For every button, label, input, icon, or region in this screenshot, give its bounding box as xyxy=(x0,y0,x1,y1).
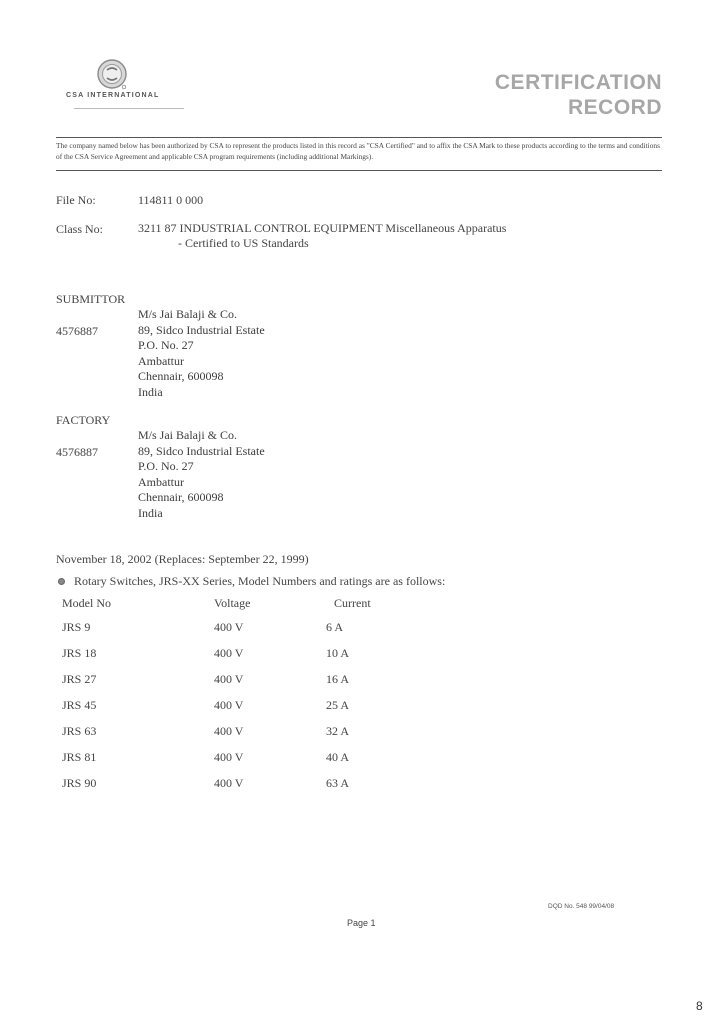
model-cell: JRS 81 xyxy=(62,750,97,764)
voltage-cell: 400 V xyxy=(214,672,244,686)
address-line: Chennair, 600098 xyxy=(138,490,224,504)
voltage-cell: 400 V xyxy=(214,724,244,738)
current-cell: 63 A xyxy=(326,776,350,790)
model-cell: JRS 63 xyxy=(62,724,97,738)
csa-logo xyxy=(66,58,176,114)
factory-id: 4576887 xyxy=(56,445,98,459)
model-cell: JRS 27 xyxy=(62,672,97,686)
org-name: CSA INTERNATIONAL xyxy=(66,92,160,99)
voltage-cell: 400 V xyxy=(214,698,244,712)
address-line: 89, Sidco Industrial Estate xyxy=(138,322,265,337)
table-row xyxy=(62,776,414,802)
voltage-cell: 400 V xyxy=(214,620,244,634)
voltage-cell: 400 V xyxy=(214,750,244,764)
factory-address xyxy=(138,428,265,521)
address-line: P.O. No. 27 xyxy=(138,338,194,352)
address-line: M/s Jai Balaji & Co. xyxy=(138,307,237,321)
address-line: Ambattur xyxy=(138,353,184,368)
column-header-current: Current xyxy=(334,596,371,610)
address-line: Ambattur xyxy=(138,474,184,489)
table-row xyxy=(62,672,414,698)
sheet-number: 8 xyxy=(696,999,703,1013)
factory-heading: FACTORY xyxy=(56,413,111,427)
address-line: Chennair, 600098 xyxy=(138,369,224,383)
table-row xyxy=(62,750,414,776)
class-no-label: Class No: xyxy=(56,222,104,236)
table-header-row xyxy=(62,596,414,620)
revision-date: November 18, 2002 (Replaces: September 22, 1999) xyxy=(56,552,309,566)
address-line: 89, Sidco Industrial Estate xyxy=(138,443,265,458)
table-row xyxy=(62,724,414,750)
ratings-table xyxy=(62,596,414,802)
csa-seal-icon xyxy=(94,58,130,92)
column-header-voltage: Voltage xyxy=(214,596,251,610)
page-number: Page 1 xyxy=(347,918,376,928)
class-no-subtitle: - Certified to US Standards xyxy=(178,236,309,250)
submitter-id: 4576887 xyxy=(56,324,98,338)
voltage-cell: 400 V xyxy=(214,776,244,790)
model-cell: JRS 45 xyxy=(62,698,97,712)
current-cell: 25 A xyxy=(326,698,350,712)
document-title xyxy=(495,70,662,120)
table-row xyxy=(62,646,414,672)
form-number: DQD No. 548 99/04/08 xyxy=(548,903,615,910)
bottom-divider xyxy=(56,170,662,171)
title-line-1: CERTIFICATION xyxy=(494,71,662,94)
table-row xyxy=(62,698,414,724)
table-row xyxy=(62,620,414,646)
address-line: M/s Jai Balaji & Co. xyxy=(138,428,237,442)
current-cell: 6 A xyxy=(326,620,344,634)
model-cell: JRS 90 xyxy=(62,776,97,790)
current-cell: 32 A xyxy=(326,724,350,738)
authorization-preamble: The company named below has been authorized by CSA to represent the products listed in this record as "CSA Certified" and to affix the CSA Mark to these products according to the terms and conditions of the CSA Service Agreement and applicable CSA program requirements (including additional Markings). xyxy=(56,141,660,161)
file-no-label: File No: xyxy=(56,193,96,207)
logo-underline xyxy=(74,108,184,109)
bullet-icon xyxy=(58,578,65,585)
address-line: P.O. No. 27 xyxy=(138,459,194,473)
address-line: India xyxy=(138,505,163,520)
top-divider xyxy=(56,137,662,138)
current-cell: 40 A xyxy=(326,750,350,764)
submitter-heading: SUBMITTOR xyxy=(56,292,126,306)
current-cell: 10 A xyxy=(326,646,350,660)
file-no-value: 114811 0 000 xyxy=(138,193,204,207)
product-description: Rotary Switches, JRS-XX Series, Model Numbers and ratings are as follows: xyxy=(74,574,446,588)
title-line-2: RECORD xyxy=(567,96,662,119)
model-cell: JRS 9 xyxy=(62,620,91,634)
current-cell: 16 A xyxy=(326,672,350,686)
class-no-value: 3211 87 INDUSTRIAL CONTROL EQUIPMENT Miscellaneous Apparatus xyxy=(138,221,507,235)
voltage-cell: 400 V xyxy=(214,646,244,660)
model-cell: JRS 18 xyxy=(62,646,97,660)
column-header-model: Model No xyxy=(62,596,111,610)
address-line: India xyxy=(138,384,163,399)
submitter-address xyxy=(138,307,265,400)
